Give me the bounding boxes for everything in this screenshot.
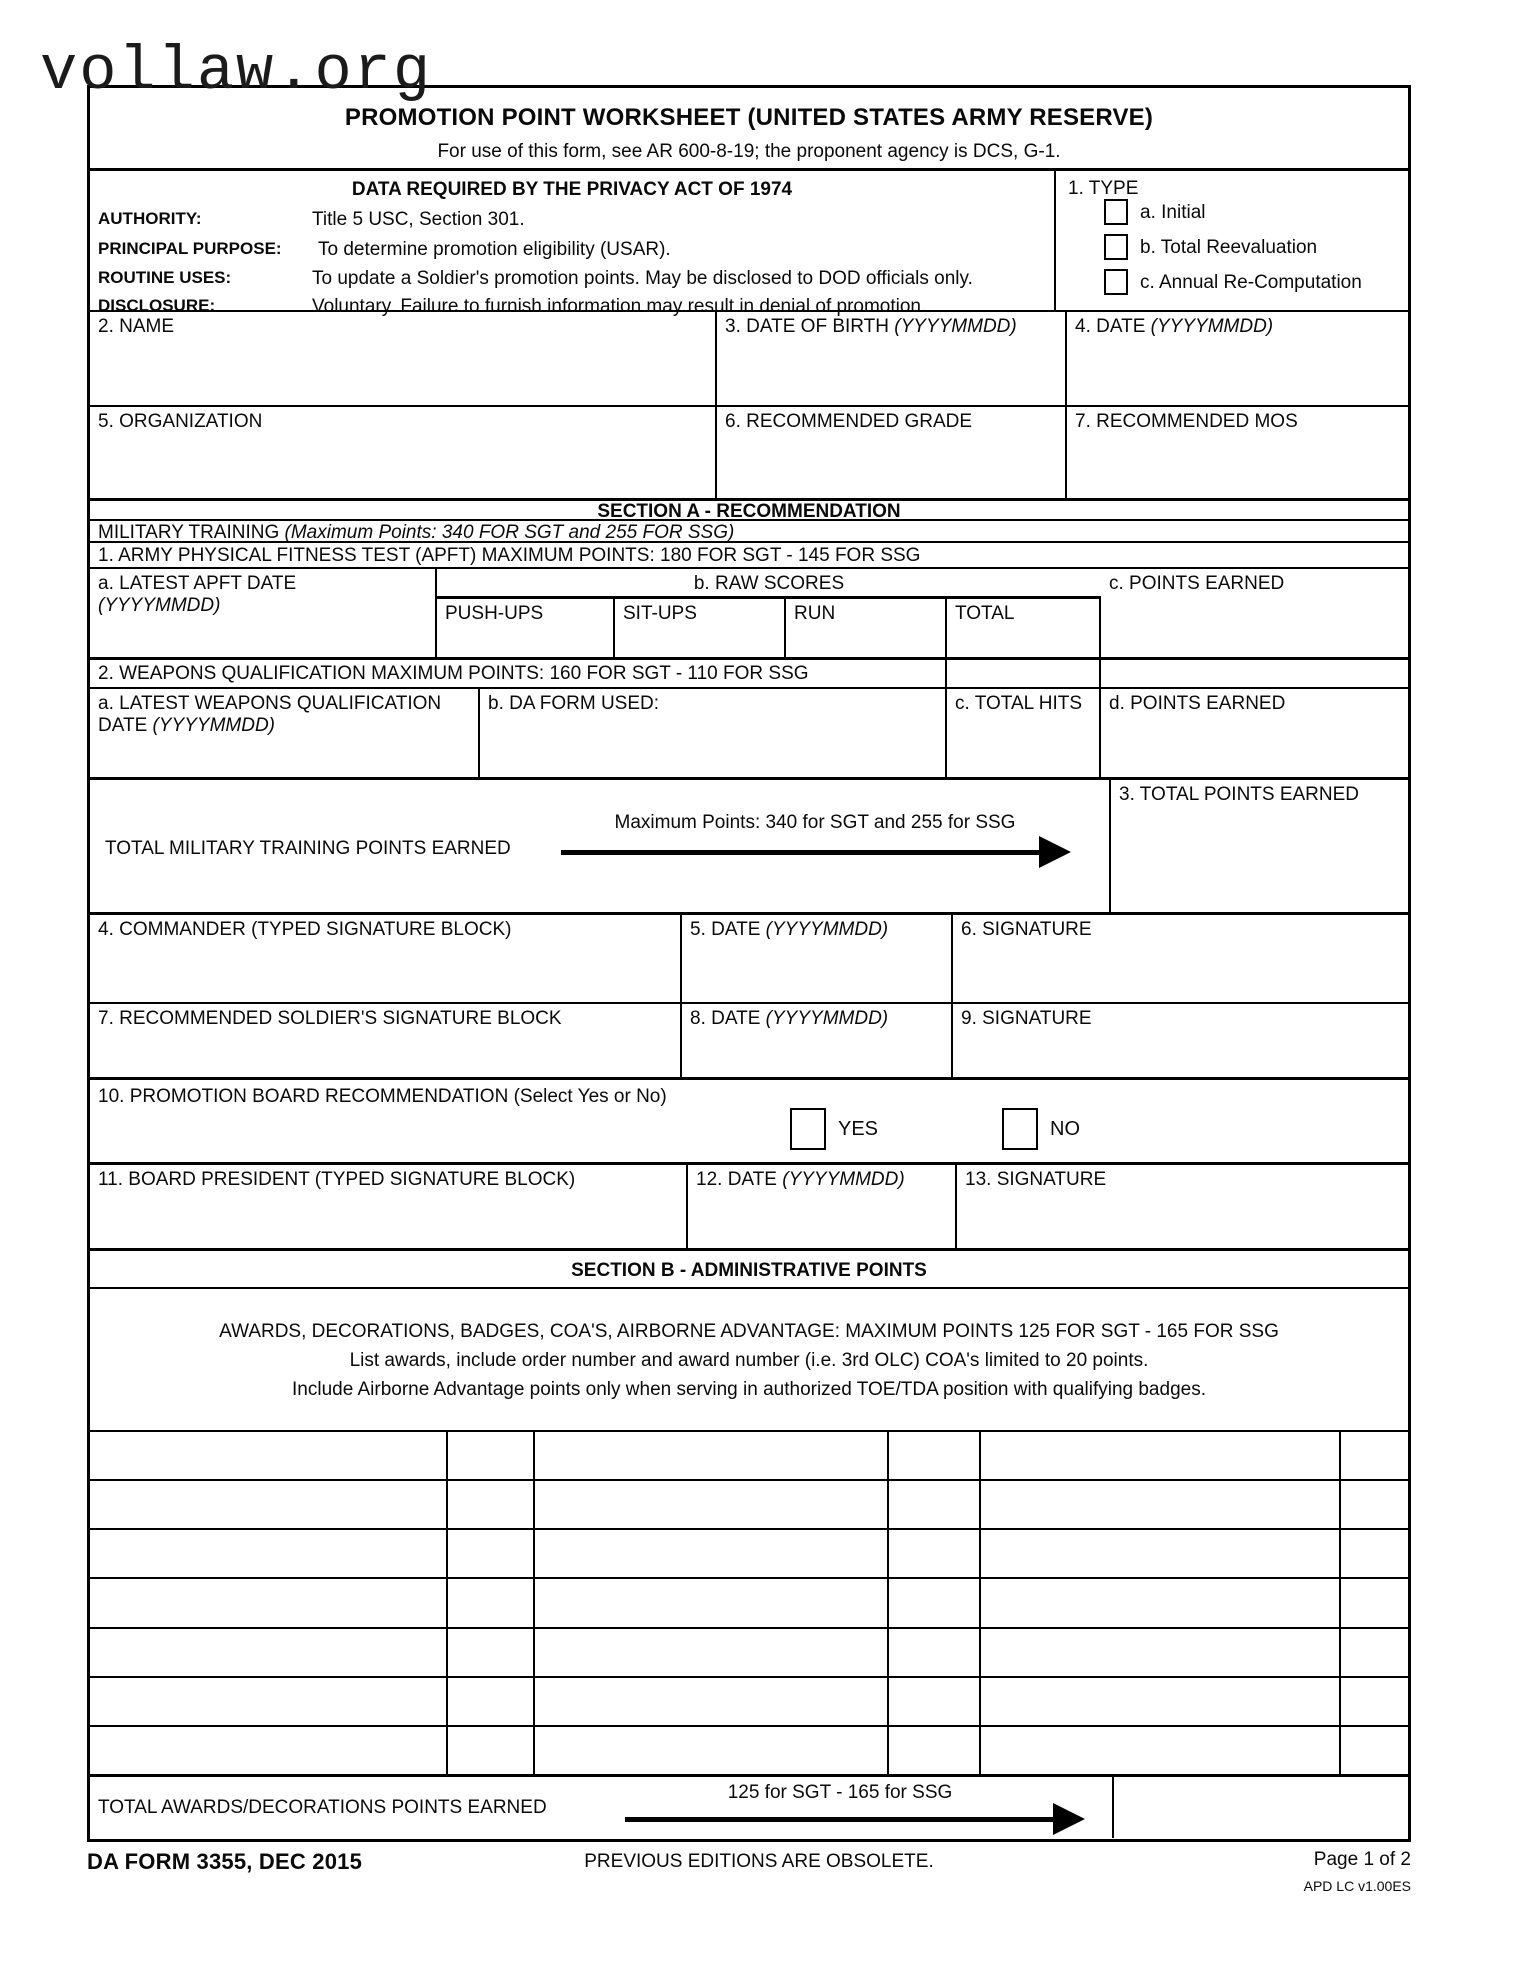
yes-label: YES — [838, 1118, 879, 1140]
disclosure-label: DISCLOSURE: — [98, 296, 216, 315]
commander-label: 4. COMMANDER (TYPED SIGNATURE BLOCK) — [98, 919, 512, 940]
soldier-date-field[interactable] — [682, 1004, 953, 1077]
raw-scores-label: b. RAW SCORES — [437, 569, 1101, 599]
raw-scores-group — [437, 569, 1101, 657]
type-initial-label: a. Initial — [1140, 202, 1206, 223]
award-entry-cell[interactable] — [90, 1530, 448, 1577]
total-awards-max-note: 125 for SGT - 165 for SSG — [727, 1782, 953, 1803]
award-points-cell[interactable] — [1341, 1530, 1408, 1577]
total-points-earned-label: 3. TOTAL POINTS EARNED — [1119, 784, 1360, 805]
awards-grid-row — [90, 1481, 1408, 1530]
award-points-cell[interactable] — [889, 1530, 981, 1577]
raw-total-field[interactable] — [947, 599, 1101, 657]
weapons-heading-total-cell — [947, 660, 1101, 687]
total-military-training-cell — [90, 780, 1111, 912]
weapons-heading-row — [90, 657, 1408, 687]
routine-uses-value: To update a Soldier's promotion points. May be disclosed to DOD officials only. — [312, 268, 973, 289]
commander-signature-label: 6. SIGNATURE — [961, 919, 1092, 940]
award-points-cell[interactable] — [448, 1678, 535, 1725]
award-points-cell[interactable] — [1341, 1432, 1408, 1479]
awards-grid-row — [90, 1579, 1408, 1628]
name-label: 2. NAME — [98, 316, 175, 337]
commander-date-label: 5. DATE — [690, 919, 761, 940]
promotion-board-label: 10. PROMOTION BOARD RECOMMENDATION (Select Yes or No) — [98, 1086, 667, 1107]
date-of-birth-label: 3. DATE OF BIRTH — [725, 316, 889, 337]
award-points-cell[interactable] — [889, 1629, 981, 1676]
awards-grid-row — [90, 1678, 1408, 1727]
watermark: vollaw.org — [40, 36, 433, 107]
page-indicator: Page 1 of 2 — [1313, 1849, 1411, 1870]
awards-grid-row — [90, 1629, 1408, 1678]
board-president-date-field[interactable] — [688, 1165, 957, 1248]
board-president-date-label: 12. DATE — [696, 1169, 777, 1190]
name-field[interactable] — [90, 312, 717, 405]
award-entry-cell[interactable] — [981, 1530, 1341, 1577]
authority-value: Title 5 USC, Section 301. — [312, 209, 525, 230]
recommended-mos-label: 7. RECOMMENDED MOS — [1075, 411, 1298, 432]
commander-signature-field[interactable] — [953, 915, 1408, 1002]
award-entry-cell[interactable] — [981, 1629, 1341, 1676]
authority-label: AUTHORITY: — [98, 209, 202, 228]
date-format: (YYYYMMDD) — [1150, 316, 1274, 337]
raw-total-label: TOTAL — [955, 603, 1015, 624]
board-president-signature-block-field[interactable] — [90, 1165, 688, 1248]
recommended-mos-field[interactable] — [1067, 407, 1408, 498]
disclosure-value: Voluntary. Failure to furnish information may result in denial of promotion. — [312, 296, 927, 317]
award-entry-cell[interactable] — [535, 1678, 889, 1725]
form-subtitle: For use of this form, see AR 600-8-19; the proponent agency is DCS, G-1. — [437, 140, 1061, 162]
principal-purpose-value: To determine promotion eligibility (USAR). — [318, 239, 671, 260]
no-label: NO — [1050, 1118, 1080, 1140]
date-label: 4. DATE — [1075, 316, 1146, 337]
award-entry-cell[interactable] — [535, 1432, 889, 1479]
pushups-field[interactable] — [437, 599, 615, 657]
soldier-signature-block-field[interactable] — [90, 1004, 682, 1077]
date-field[interactable] — [1067, 312, 1408, 405]
section-b-header — [90, 1248, 1408, 1287]
version-note: APD LC v1.00ES — [1303, 1878, 1411, 1894]
commander-date-format: (YYYYMMDD) — [765, 919, 889, 940]
award-entry-cell[interactable] — [90, 1579, 448, 1626]
privacy-act-block — [90, 168, 1408, 317]
soldier-date-label: 8. DATE — [690, 1008, 761, 1029]
award-points-cell[interactable] — [889, 1678, 981, 1725]
apft-points-earned-field[interactable] — [1101, 569, 1408, 657]
weapons-points-earned-label: d. POINTS EARNED — [1109, 693, 1286, 714]
weapons-detail-row — [90, 687, 1408, 777]
military-training-label: MILITARY TRAINING — [98, 522, 280, 543]
board-president-date-format: (YYYYMMDD) — [782, 1169, 905, 1190]
awards-instruction-line-1: AWARDS, DECORATIONS, BADGES, COA'S, AIRBORNE ADVANTAGE: MAXIMUM POINTS 125 FOR SGT - 165 FOR SSG — [219, 1321, 1279, 1342]
award-entry-cell[interactable] — [981, 1678, 1341, 1725]
weapons-points-earned-field[interactable] — [1101, 689, 1408, 777]
award-entry-cell[interactable] — [90, 1629, 448, 1676]
date-of-birth-field[interactable] — [717, 312, 1067, 405]
da-form-used-field[interactable] — [480, 689, 947, 777]
awards-instruction-line-2: List awards, include order number and award number (i.e. 3rd OLC) COA's limited to 20 points. — [349, 1349, 1149, 1371]
total-awards-arrow — [625, 1817, 1053, 1822]
type-total-reevaluation-checkbox[interactable] — [1104, 234, 1128, 260]
situps-field[interactable] — [615, 599, 786, 657]
soldier-signature-label: 9. SIGNATURE — [961, 1008, 1092, 1029]
latest-weapons-qualification-date-label: a. LATEST WEAPONS QUALIFICATION DATE — [98, 693, 442, 736]
organization-row — [90, 405, 1408, 498]
situps-label: SIT-UPS — [623, 603, 697, 624]
yes-checkbox[interactable] — [790, 1108, 826, 1150]
soldier-signature-field[interactable] — [953, 1004, 1408, 1077]
award-entry-cell[interactable] — [981, 1579, 1341, 1626]
commander-date-field[interactable] — [682, 915, 953, 1002]
total-awards-points-field[interactable] — [1114, 1777, 1408, 1838]
latest-apft-date-label: a. LATEST APFT DATE — [98, 573, 297, 594]
organization-label: 5. ORGANIZATION — [98, 411, 263, 432]
apft-detail-row — [90, 567, 1408, 657]
identity-row — [90, 310, 1408, 405]
total-military-training-row — [90, 777, 1408, 912]
award-points-cell[interactable] — [448, 1727, 535, 1774]
award-entry-cell[interactable] — [981, 1481, 1341, 1528]
da-form-used-label: b. DA FORM USED: — [488, 693, 660, 714]
award-entry-cell[interactable] — [535, 1629, 889, 1676]
award-entry-cell[interactable] — [535, 1727, 889, 1774]
form-title: PROMOTION POINT WORKSHEET (UNITED STATES ARMY RESERVE) — [344, 104, 1154, 131]
type-total-reevaluation-label: b. Total Reevaluation — [1140, 237, 1318, 258]
commander-row — [90, 912, 1408, 1002]
military-training-max-note: (Maximum Points: 340 FOR SGT and 255 FOR SSG) — [284, 522, 735, 543]
apft-heading: 1. ARMY PHYSICAL FITNESS TEST (APFT) MAXIMUM POINTS: 180 FOR SGT - 145 FOR SSG — [98, 545, 921, 566]
award-points-cell[interactable] — [889, 1432, 981, 1479]
award-points-cell[interactable] — [448, 1579, 535, 1626]
awards-instruction-line-3: Include Airborne Advantage points only when serving in authorized TOE/TDA position with qualifying badges. — [292, 1378, 1206, 1400]
run-field[interactable] — [786, 599, 947, 657]
latest-apft-date-format: (YYYYMMDD) — [98, 594, 221, 616]
section-b-heading: SECTION B - ADMINISTRATIVE POINTS — [571, 1260, 927, 1281]
promotion-board-recommendation-row — [90, 1077, 1408, 1162]
type-block — [1056, 171, 1408, 310]
routine-uses-label: ROUTINE USES: — [98, 268, 232, 287]
award-points-cell[interactable] — [1341, 1678, 1408, 1725]
no-checkbox[interactable] — [1002, 1108, 1038, 1150]
total-military-training-arrow — [561, 850, 1039, 855]
total-awards-row — [90, 1774, 1408, 1838]
organization-field[interactable] — [90, 407, 717, 498]
apft-heading-row — [90, 541, 1408, 567]
award-points-cell[interactable] — [448, 1629, 535, 1676]
award-entry-cell[interactable] — [90, 1727, 448, 1774]
total-military-training-max-note: Maximum Points: 340 for SGT and 255 for SSG — [614, 812, 1016, 833]
board-president-signature-label: 13. SIGNATURE — [965, 1169, 1107, 1190]
apft-points-earned-label: c. POINTS EARNED — [1109, 573, 1285, 594]
board-president-row — [90, 1162, 1408, 1248]
type-annual-recomputation-checkbox[interactable] — [1104, 269, 1128, 295]
awards-grid-row — [90, 1530, 1408, 1579]
award-entry-cell[interactable] — [90, 1481, 448, 1528]
award-entry-cell[interactable] — [90, 1432, 448, 1479]
soldier-row — [90, 1002, 1408, 1077]
award-points-cell[interactable] — [889, 1727, 981, 1774]
awards-grid-row — [90, 1727, 1408, 1774]
award-entry-cell[interactable] — [535, 1481, 889, 1528]
award-points-cell[interactable] — [1341, 1579, 1408, 1626]
type-initial-checkbox[interactable] — [1104, 199, 1128, 225]
total-hits-label: c. TOTAL HITS — [955, 693, 1083, 714]
award-points-cell[interactable] — [889, 1481, 981, 1528]
award-entry-cell[interactable] — [981, 1727, 1341, 1774]
total-military-training-label: TOTAL MILITARY TRAINING POINTS EARNED — [105, 838, 511, 859]
award-points-cell[interactable] — [448, 1432, 535, 1479]
type-annual-recomputation-label: c. Annual Re-Computation — [1140, 272, 1362, 293]
soldier-date-format: (YYYYMMDD) — [765, 1008, 889, 1029]
latest-weapons-qualification-date-format: (YYYYMMDD) — [152, 714, 275, 736]
total-awards-label: TOTAL AWARDS/DECORATIONS POINTS EARNED — [98, 1797, 547, 1818]
total-points-earned-field[interactable] — [1111, 780, 1408, 912]
principal-purpose-label: PRINCIPAL PURPOSE: — [98, 239, 282, 258]
weapons-heading — [90, 660, 947, 687]
board-president-signature-field[interactable] — [957, 1165, 1408, 1248]
awards-grid-band — [90, 1430, 1408, 1774]
latest-weapons-qualification-date-field[interactable] — [90, 689, 480, 777]
run-label: RUN — [794, 603, 836, 624]
award-entry-cell[interactable] — [90, 1678, 448, 1725]
award-points-cell[interactable] — [889, 1579, 981, 1626]
military-training-row — [90, 519, 1408, 541]
soldier-label: 7. RECOMMENDED SOLDIER'S SIGNATURE BLOCK — [98, 1008, 562, 1029]
da-form-3355 — [87, 85, 1411, 1842]
awards-grid — [90, 1432, 1408, 1774]
award-points-cell[interactable] — [1341, 1481, 1408, 1528]
section-a-header — [90, 498, 1408, 522]
award-entry-cell[interactable] — [535, 1579, 889, 1626]
total-awards-cell — [90, 1777, 1114, 1838]
recommended-grade-label: 6. RECOMMENDED GRADE — [725, 411, 973, 432]
award-points-cell[interactable] — [1341, 1629, 1408, 1676]
weapons-heading-text: 2. WEAPONS QUALIFICATION MAXIMUM POINTS: 160 FOR SGT - 110 FOR SSG — [98, 663, 809, 684]
privacy-act-cell — [90, 171, 1056, 317]
section-b-instructions — [90, 1287, 1408, 1430]
form-number: DA FORM 3355, DEC 2015 — [87, 1849, 363, 1874]
award-points-cell[interactable] — [448, 1530, 535, 1577]
total-hits-field[interactable] — [947, 689, 1101, 777]
commander-signature-block-field[interactable] — [90, 915, 682, 1002]
awards-grid-row — [90, 1432, 1408, 1481]
award-entry-cell[interactable] — [535, 1530, 889, 1577]
award-points-cell[interactable] — [1341, 1727, 1408, 1774]
recommended-grade-field[interactable] — [717, 407, 1067, 498]
date-of-birth-format: (YYYYMMDD) — [894, 316, 1017, 337]
board-president-label: 11. BOARD PRESIDENT (TYPED SIGNATURE BLOCK) — [98, 1169, 576, 1190]
privacy-act-heading: DATA REQUIRED BY THE PRIVACY ACT OF 1974 — [351, 179, 793, 200]
award-points-cell[interactable] — [448, 1481, 535, 1528]
section-a-heading: SECTION A - RECOMMENDATION — [597, 501, 901, 522]
raw-scores-columns — [437, 599, 1101, 657]
award-entry-cell[interactable] — [981, 1432, 1341, 1479]
obsolete-note: PREVIOUS EDITIONS ARE OBSOLETE. — [584, 1851, 934, 1872]
type-label: 1. TYPE — [1068, 178, 1139, 199]
pushups-label: PUSH-UPS — [445, 603, 544, 624]
latest-apft-date-field[interactable] — [90, 569, 437, 657]
